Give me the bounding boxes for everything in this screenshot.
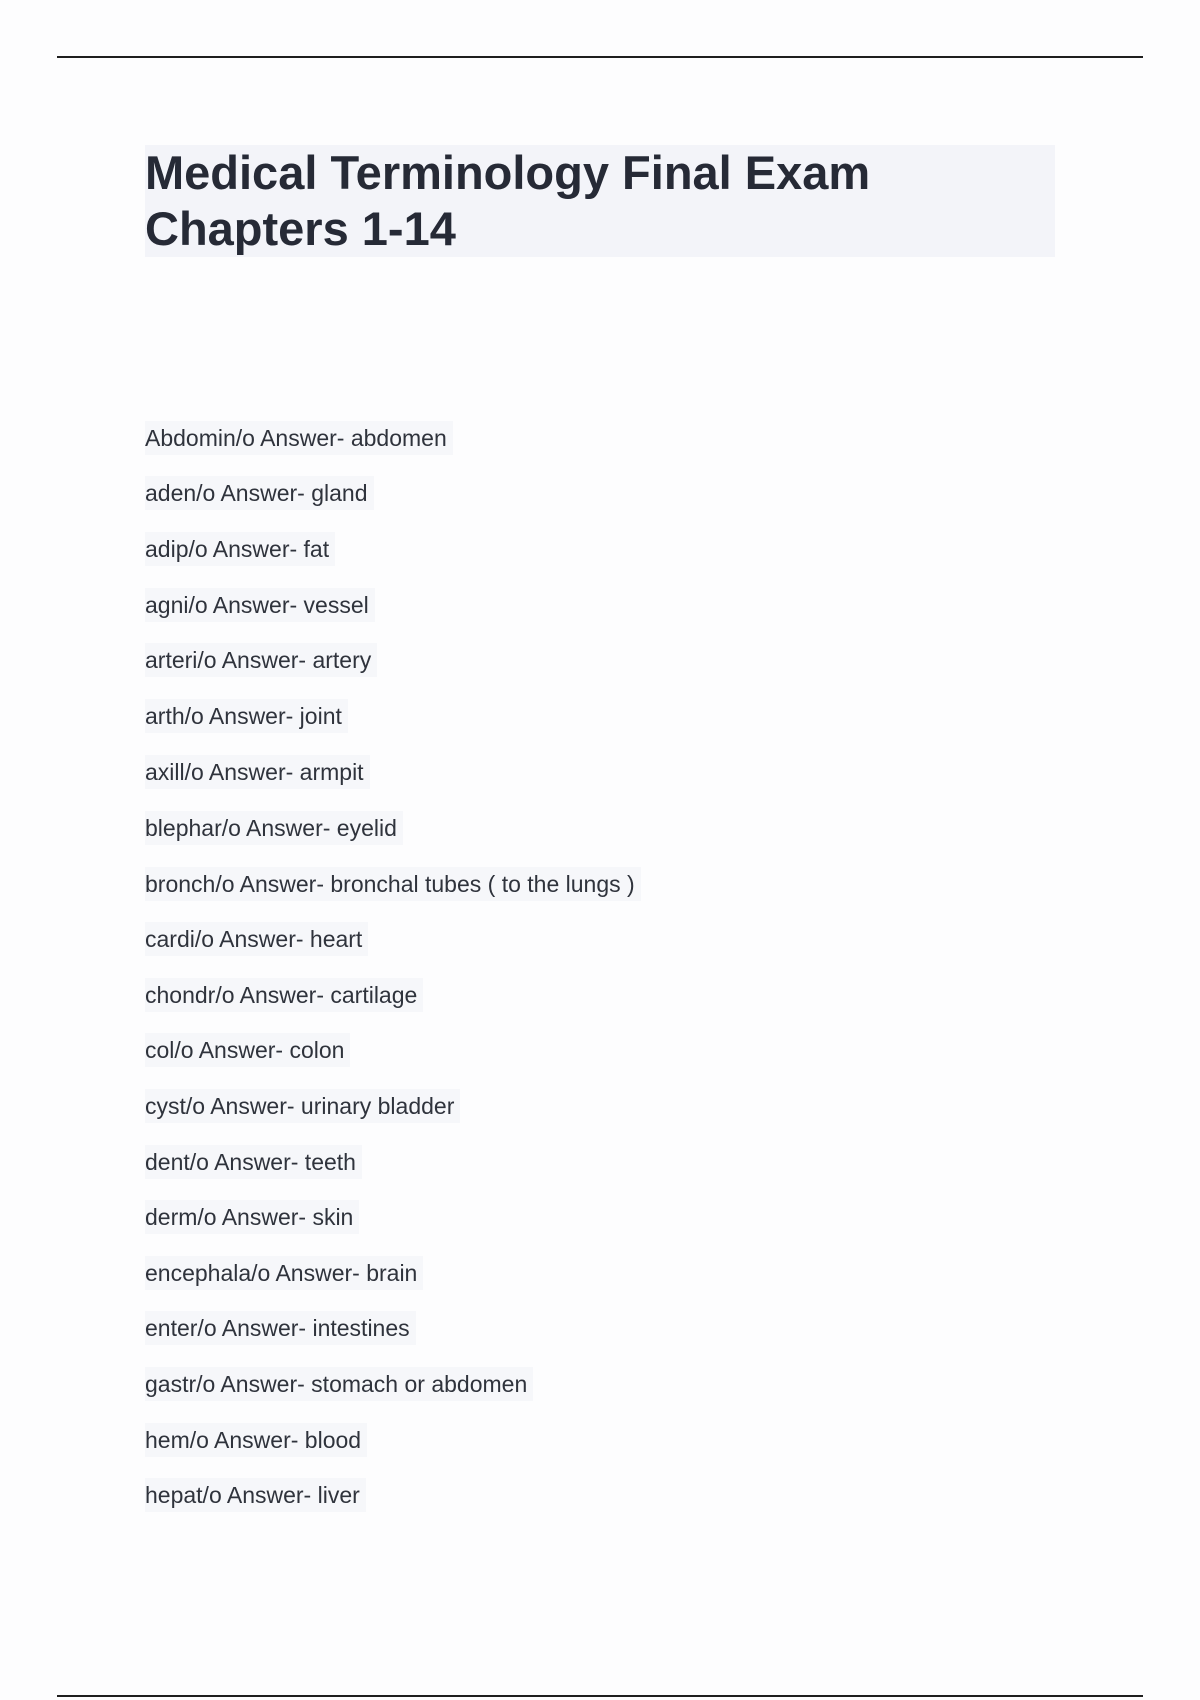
list-item: arteri/o Answer- artery [145,643,377,677]
top-rule [57,56,1143,58]
bottom-rule [57,1695,1143,1697]
list-item: col/o Answer- colon [145,1033,350,1067]
title-block [145,145,1055,257]
page-title-line-2: Chapters 1-14 [145,202,456,255]
list-item: encephala/o Answer- brain [145,1256,423,1290]
list-item: cyst/o Answer- urinary bladder [145,1089,460,1123]
list-item: enter/o Answer- intestines [145,1311,416,1345]
list-item: axill/o Answer- armpit [145,755,370,789]
list-item: Abdomin/o Answer- abdomen [145,421,453,455]
list-item: agni/o Answer- vessel [145,588,375,622]
list-item: bronch/o Answer- bronchal tubes ( to the lungs ) [145,867,641,901]
list-item: aden/o Answer- gland [145,476,374,510]
list-item: blephar/o Answer- eyelid [145,811,403,845]
list-item: hepat/o Answer- liver [145,1478,366,1512]
list-item: cardi/o Answer- heart [145,922,368,956]
list-item: derm/o Answer- skin [145,1200,359,1234]
list-item: chondr/o Answer- cartilage [145,978,423,1012]
list-item: hem/o Answer- blood [145,1423,367,1457]
list-item: gastr/o Answer- stomach or abdomen [145,1367,533,1401]
page-title-line-1: Medical Terminology Final Exam [145,146,871,199]
list-item: dent/o Answer- teeth [145,1145,362,1179]
list-item: arth/o Answer- joint [145,699,348,733]
list-item: adip/o Answer- fat [145,532,335,566]
